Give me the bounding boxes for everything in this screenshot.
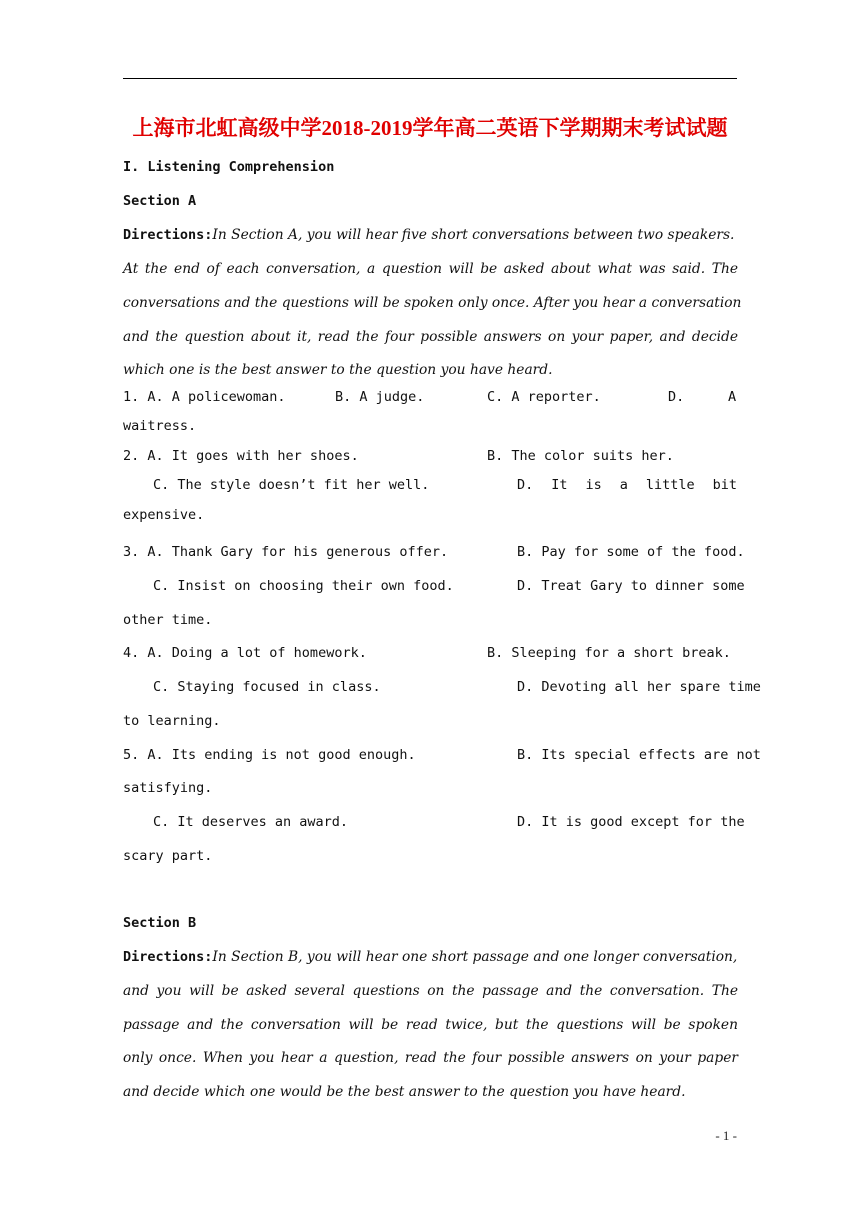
q3-option-a: 3. A. Thank Gary for his generous offer. [123, 544, 449, 560]
q2-option-b: B. The color suits her. [487, 448, 674, 464]
directions-text: passage and the conversation will be read twice, but the questions will be spoken [123, 1017, 738, 1033]
q4-option-a: 4. A. Doing a lot of homework. [123, 645, 367, 661]
directions-text: At the end of each conversation, a question will be asked about what was said. The [123, 261, 738, 277]
q4-option-d: D. Devoting all her spare time [517, 679, 761, 695]
q2-option-d-continued: expensive. [123, 507, 205, 523]
q5-option-c: C. It deserves an award. [153, 814, 349, 830]
section-b-heading: Section B [123, 915, 197, 931]
directions-label: Directions: [123, 949, 213, 965]
q1-option-d: D. [668, 389, 685, 405]
q4-option-c: C. Staying focused in class. [153, 679, 381, 695]
directions-text: conversations and the questions will be spoken only once. After you hear a conversation [123, 295, 742, 311]
q1-option-d-continued: waitress. [123, 418, 197, 434]
q3-option-b: B. Pay for some of the food. [517, 544, 745, 560]
q1-option-c: C. A reporter. [487, 389, 601, 405]
directions-text: which one is the best answer to the question you have heard. [123, 362, 553, 378]
section-a-directions-line [123, 225, 738, 245]
q3-option-d-continued: other time. [123, 612, 213, 628]
directions-text: only once. When you hear a question, read the four possible answers on your paper [123, 1050, 738, 1066]
q4-option-b: B. Sleeping for a short break. [487, 645, 731, 661]
page-title: 上海市北虹高级中学2018-2019学年高二英语下学期期末考试试题 [132, 116, 728, 140]
q5-option-b: B. Its special effects are not [517, 747, 761, 763]
directions-text: and decide which one would be the best answer to the question you have heard. [123, 1084, 686, 1100]
q3-option-d: D. Treat Gary to dinner some [517, 578, 745, 594]
section-a-heading: Section A [123, 193, 197, 209]
q2-option-a: 2. A. It goes with her shoes. [123, 448, 359, 464]
q3-option-c: C. Insist on choosing their own food. [153, 578, 454, 594]
header-rule [123, 78, 737, 79]
q5-option-b-continued: satisfying. [123, 780, 213, 796]
directions-text: and the question about it, read the four possible answers on your paper, and decide [123, 329, 738, 345]
q1-option-d-text: A [728, 389, 737, 405]
q5-option-d-continued: scary part. [123, 848, 213, 864]
directions-text: In Section B, you will hear one short passage and one longer conversation, [212, 949, 738, 965]
directions-text: and you will be asked several questions on the passage and the conversation. The [123, 983, 738, 999]
q5-option-a: 5. A. Its ending is not good enough. [123, 747, 416, 763]
directions-text: In Section A, you will hear five short conversations between two speakers. [212, 227, 735, 243]
section-b-directions-line [123, 947, 738, 967]
q2-option-c: C. The style doesn’t fit her well. [153, 477, 430, 493]
q1-option-b: B. A judge. [335, 389, 425, 405]
q5-option-d: D. It is good except for the [517, 814, 745, 830]
q2-option-d: D. It is a little bit [517, 477, 737, 493]
q4-option-d-continued: to learning. [123, 713, 221, 729]
part-heading: I. Listening Comprehension [123, 159, 335, 175]
directions-label: Directions: [123, 227, 213, 243]
q1-option-a: 1. A. A policewoman. [123, 389, 286, 405]
page-number: - 1 - [715, 1128, 737, 1143]
